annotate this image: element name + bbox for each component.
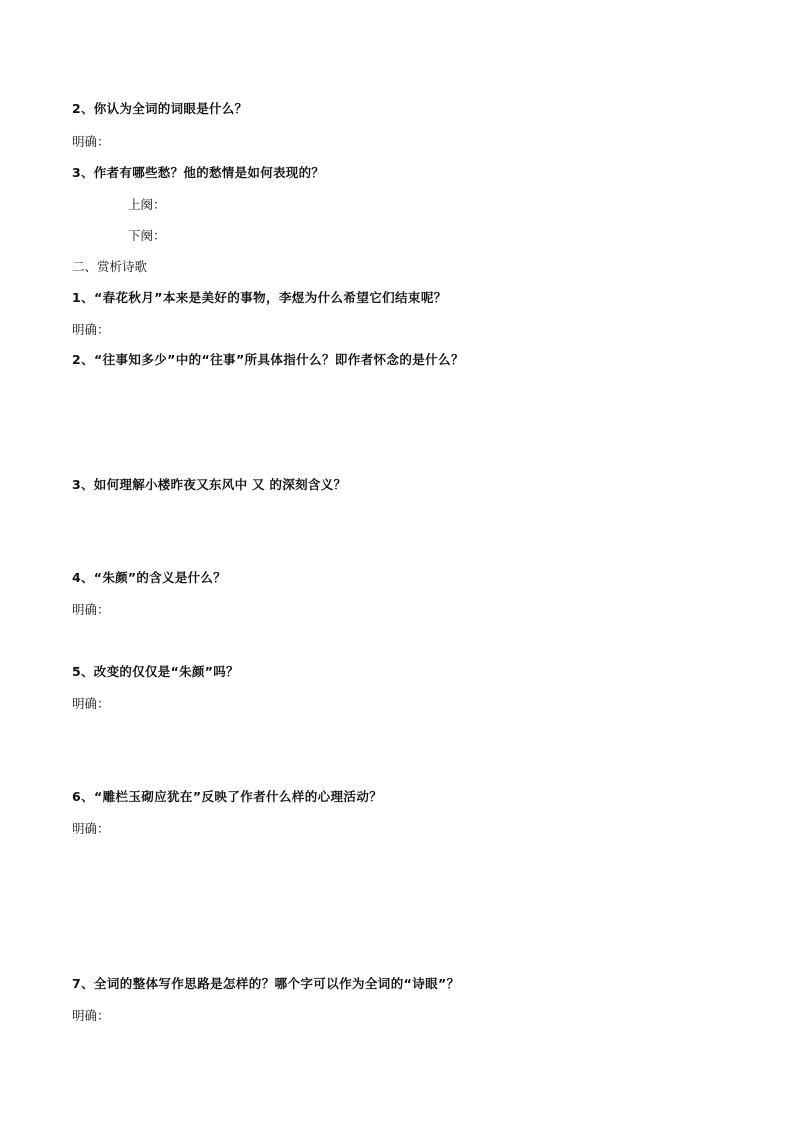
answer-label: 明确：: [72, 696, 110, 711]
question-3-sorrows: 3、作者有哪些愁？他的愁情是如何表现的？: [72, 165, 325, 180]
appreciation-question-5: 5、改变的仅仅是“朱颜”吗？: [72, 664, 239, 679]
answer-label: 明确：: [72, 821, 110, 836]
appreciation-question-2: 2、“往事知多少”中的“往事”所具体指什么？即作者怀念的是什么？: [72, 352, 464, 367]
appreciation-question-4: 4、“朱颜”的含义是什么？: [72, 570, 227, 585]
answer-label: 明确：: [72, 1008, 110, 1023]
appreciation-question-7: 7、全词的整体写作思路是怎样的？哪个字可以作为全词的“诗眼”？: [72, 976, 460, 991]
answer-label: 明确：: [72, 322, 110, 337]
question-2-word-eye: 2、你认为全词的词眼是什么？: [72, 101, 248, 116]
appreciation-question-3: 3、如何理解小楼昨夜又东风中 又 的深刻含义？: [72, 477, 347, 492]
answer-label: 明确：: [72, 602, 110, 617]
appreciation-question-1: 1、“春花秋月”本来是美好的事物，李煜为什么希望它们结束呢？: [72, 290, 447, 305]
upper-stanza-label: 上阕：: [128, 197, 166, 212]
lower-stanza-label: 下阕：: [128, 228, 166, 243]
section-heading-appreciation: 二、赏析诗歌: [72, 259, 148, 274]
answer-label: 明确：: [72, 134, 110, 149]
appreciation-question-6: 6、“雕栏玉砌应犹在”反映了作者什么样的心理活动？: [72, 789, 383, 804]
